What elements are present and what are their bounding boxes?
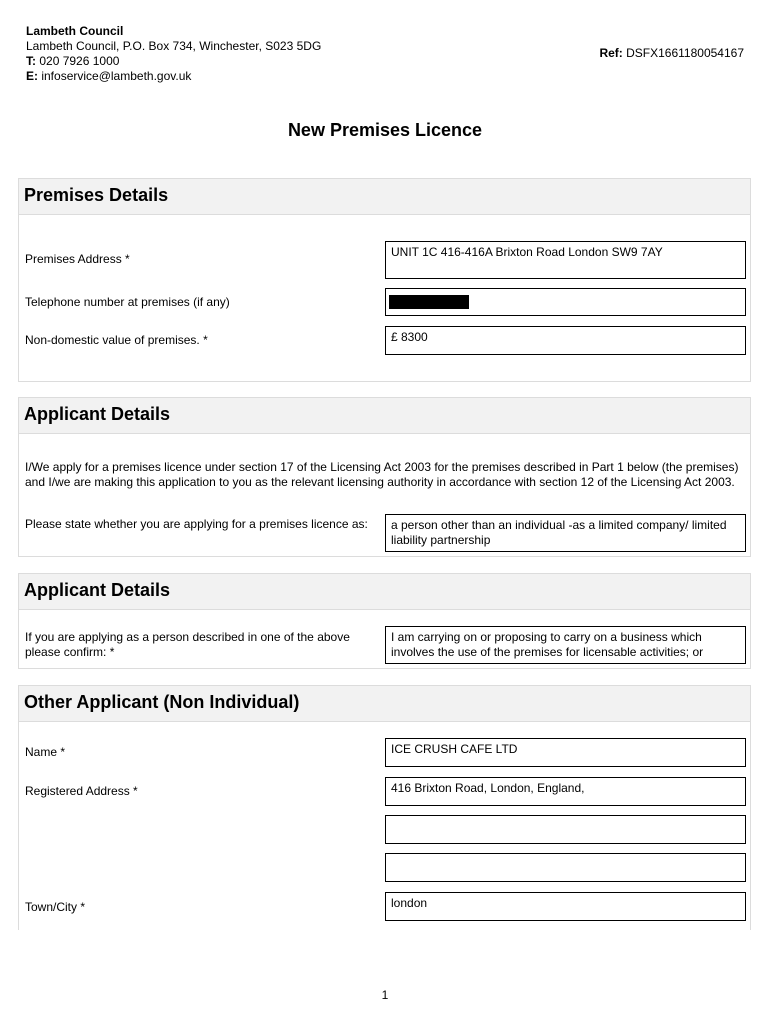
council-address: Lambeth Council, P.O. Box 734, Winchester, S023 5DG — [26, 39, 322, 53]
application-intro-text: I/We apply for a premises licence under section 17 of the Licensing Act 2003 for the premises described in Part 1 below (the premises) and I/we are making this application to you as the relevant licensing authority in accordance with section 12 of the Licensing Act 2003. — [25, 460, 739, 489]
council-name: Lambeth Council — [26, 24, 124, 38]
applicant-type-field[interactable]: a person other than an individual -as a limited company/ limited liability partnership — [385, 514, 746, 552]
applicant-confirm-label: If you are applying as a person described in one of the above please confirm: * — [25, 630, 350, 659]
section-heading: Applicant Details — [19, 398, 750, 434]
premises-address-label: Premises Address * — [25, 252, 130, 266]
registered-address-line3-field[interactable] — [385, 853, 746, 882]
name-field[interactable]: ICE CRUSH CAFE LTD — [385, 738, 746, 767]
registered-address-field[interactable]: 416 Brixton Road, London, England, — [385, 777, 746, 806]
council-phone: T: 020 7926 1000 — [26, 54, 120, 68]
town-field[interactable]: london — [385, 892, 746, 921]
town-label: Town/City * — [25, 900, 86, 914]
registered-address-line2-field[interactable] — [385, 815, 746, 844]
premises-phone-label: Telephone number at premises (if any) — [25, 295, 230, 309]
section-heading: Premises Details — [19, 179, 750, 215]
premises-value-field[interactable]: £ 8300 — [385, 326, 746, 355]
redaction-block — [389, 295, 469, 309]
other-applicant-section — [18, 685, 751, 930]
registered-address-label: Registered Address * — [25, 784, 138, 798]
section-heading: Applicant Details — [19, 574, 750, 610]
page-number: 1 — [381, 988, 389, 1002]
premises-phone-field[interactable] — [385, 288, 746, 316]
page-title: New Premises Licence — [287, 120, 483, 140]
applicant-confirm-field[interactable]: I am carrying on or proposing to carry on a business which involves the use of the premises for licensable activities; or — [385, 626, 746, 664]
reference-number: Ref: DSFX1661180054167 — [599, 46, 744, 60]
premises-value-label: Non-domestic value of premises. * — [25, 333, 208, 347]
premises-details-section — [18, 178, 751, 382]
name-label: Name * — [25, 745, 66, 759]
council-email: E: infoservice@lambeth.gov.uk — [26, 69, 192, 83]
applicant-type-label: Please state whether you are applying for a premises licence as: — [25, 517, 368, 531]
premises-address-field[interactable]: UNIT 1C 416-416A Brixton Road London SW9 7AY — [385, 241, 746, 279]
applicant-confirm-section — [18, 573, 751, 669]
applicant-details-section — [18, 397, 751, 557]
section-heading: Other Applicant (Non Individual) — [19, 686, 750, 722]
council-header — [26, 24, 321, 84]
